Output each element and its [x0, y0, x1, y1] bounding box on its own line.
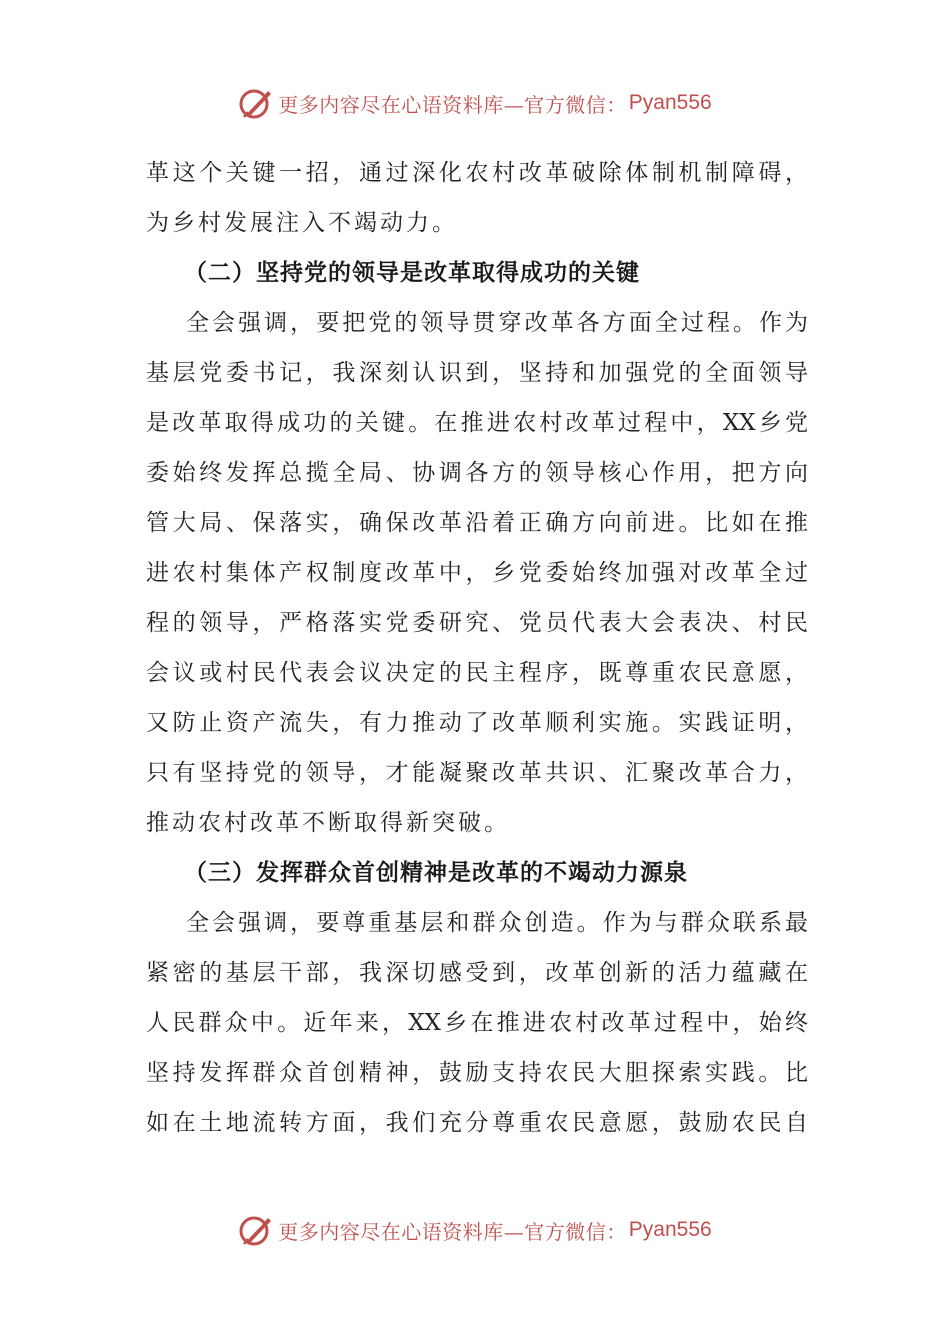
paragraph-line: 革这个关键一招，通过深化农村改革破除体制机制障碍，: [146, 160, 808, 186]
paragraph-line: 如在土地流转方面，我们充分尊重农民意愿，鼓励农民自: [146, 1110, 808, 1136]
paragraph-line: 人民群众中。近年来，XX乡在推进农村改革过程中，始终: [146, 1010, 808, 1036]
paragraph-line: 只有坚持党的领导，才能凝聚改革共识、汇聚改革合力，: [146, 760, 808, 786]
banner-text: 更多内容尽在心语资料库—官方微信：: [278, 92, 627, 117]
paragraph-line: 又防止资产流失，有力推动了改革顺利实施。实践证明，: [146, 710, 808, 736]
paragraph-line: 是改革取得成功的关键。在推进农村改革过程中，XX乡党: [146, 410, 808, 436]
paragraph-line: 基层党委书记，我深刻认识到，坚持和加强党的全面领导: [146, 360, 808, 386]
paragraph-line: 委始终发挥总揽全局、协调各方的领导核心作用，把方向: [146, 460, 808, 486]
quill-logo-icon: [238, 85, 274, 121]
header-banner: [0, 83, 950, 123]
document-body: [146, 148, 808, 1148]
paragraph-line: 紧密的基层干部，我深切感受到，改革创新的活力蕴藏在: [146, 960, 808, 986]
paragraph-line: 坚持发挥群众首创精神，鼓励支持农民大胆探索实践。比: [146, 1060, 808, 1086]
banner-wechat-id: Pyan556: [628, 1218, 712, 1241]
paragraph-line: 程的领导，严格落实党委研究、党员代表大会表决、村民: [146, 610, 808, 636]
banner-wechat-id: Pyan556: [628, 91, 712, 114]
section-heading: （三）发挥群众首创精神是改革的不竭动力源泉: [184, 859, 688, 886]
paragraph-line: 推动农村改革不断取得新突破。: [146, 810, 510, 836]
paragraph-line: 管大局、保落实，确保改革沿着正确方向前进。比如在推: [146, 510, 808, 536]
paragraph-line: 会议或村民代表会议决定的民主程序，既尊重农民意愿，: [146, 660, 808, 686]
quill-logo-icon: [238, 1212, 274, 1248]
banner-text: 更多内容尽在心语资料库—官方微信：: [278, 1219, 627, 1244]
paragraph-line: 全会强调，要把党的领导贯穿改革各方面全过程。作为: [186, 310, 808, 336]
section-heading: （二）坚持党的领导是改革取得成功的关键: [184, 259, 640, 286]
paragraph-line: 全会强调，要尊重基层和群众创造。作为与群众联系最: [186, 910, 808, 936]
paragraph-line: 为乡村发展注入不竭动力。: [146, 210, 458, 236]
footer-banner: [0, 1210, 950, 1250]
paragraph-line: 进农村集体产权制度改革中，乡党委始终加强对改革全过: [146, 560, 808, 586]
